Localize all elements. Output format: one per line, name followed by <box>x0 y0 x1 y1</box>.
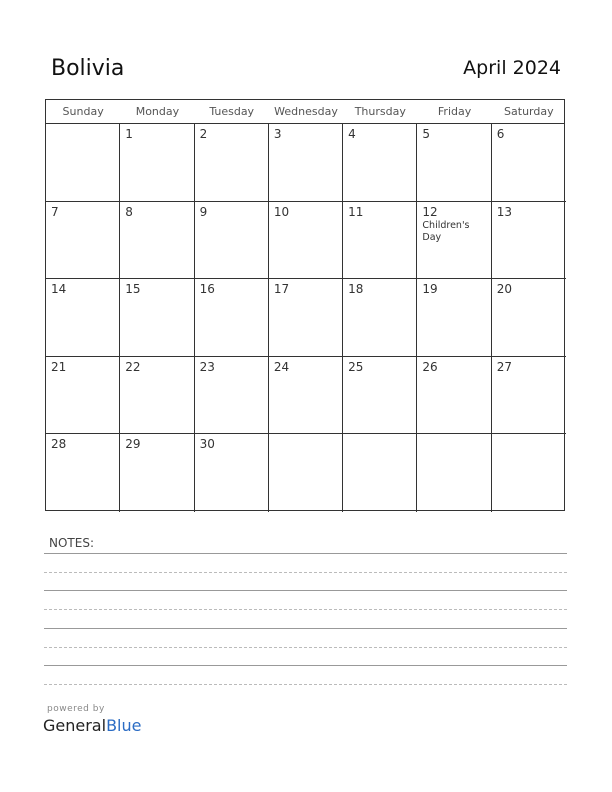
day-number: 6 <box>496 127 505 141</box>
day-number: 17 <box>273 282 290 297</box>
day-number: 11 <box>348 204 364 219</box>
day-number: 30 <box>199 437 215 452</box>
day-cell <box>343 279 417 357</box>
day-number: 12 <box>422 204 438 219</box>
day-number: 25 <box>348 359 364 374</box>
day-number: 3 <box>273 127 282 141</box>
calendar-grid <box>45 99 565 511</box>
day-cell <box>195 202 269 280</box>
day-number: 5 <box>422 127 431 141</box>
day-cell <box>46 357 120 435</box>
day-cell <box>343 434 417 512</box>
day-cell <box>195 124 269 202</box>
day-number: 13 <box>496 204 512 219</box>
day-cell <box>343 124 417 202</box>
day-number: 9 <box>199 204 208 219</box>
notes-line <box>44 665 567 666</box>
day-cell <box>269 202 343 280</box>
day-number: 10 <box>273 204 290 219</box>
day-cell <box>417 124 491 202</box>
notes-line <box>44 684 567 685</box>
weekday-sunday: Sunday <box>62 105 104 118</box>
day-cell <box>46 279 120 357</box>
day-cell <box>269 279 343 357</box>
day-cell <box>269 434 343 512</box>
holiday-label: Children's Day <box>422 219 470 243</box>
day-number: 26 <box>422 359 438 374</box>
notes-line <box>44 628 567 629</box>
weekday-thursday: Thursday <box>354 105 406 118</box>
day-cell <box>492 202 566 280</box>
day-cell <box>46 124 120 202</box>
day-number: 7 <box>51 204 59 219</box>
day-number: 18 <box>348 282 364 297</box>
day-cell <box>195 357 269 435</box>
day-cell <box>492 124 566 202</box>
brand-blue: Blue <box>106 716 142 735</box>
weekday-header-row <box>46 100 564 124</box>
day-number: 28 <box>51 437 67 452</box>
day-number: 21 <box>51 359 67 374</box>
day-cell <box>269 357 343 435</box>
day-cell <box>120 279 194 357</box>
day-number: 22 <box>125 359 141 374</box>
generalblue-logo <box>43 716 141 735</box>
weekday-tuesday: Tuesday <box>209 105 255 118</box>
day-cell <box>417 357 491 435</box>
day-cell <box>120 357 194 435</box>
day-number: 4 <box>348 127 356 141</box>
day-number: 27 <box>496 359 512 374</box>
notes-line <box>44 572 567 573</box>
day-cell <box>417 279 491 357</box>
brand-general: General <box>43 716 107 735</box>
notes-line <box>44 553 567 554</box>
day-number: 14 <box>51 282 67 297</box>
day-cell <box>46 202 120 280</box>
day-number: 24 <box>273 359 290 374</box>
month-year-title: April 2024 <box>463 57 561 79</box>
day-cell <box>195 434 269 512</box>
day-number: 1 <box>125 127 133 141</box>
day-number: 20 <box>496 282 512 297</box>
notes-line <box>44 590 567 591</box>
weekday-wednesday: Wednesday <box>274 105 338 118</box>
day-number: 8 <box>125 204 133 219</box>
weekday-saturday: Saturday <box>504 105 554 118</box>
powered-by-text: powered by <box>47 704 105 714</box>
day-cell <box>120 434 194 512</box>
day-cell <box>120 124 194 202</box>
day-cell <box>417 434 491 512</box>
day-number: 15 <box>125 282 141 297</box>
day-cell <box>269 124 343 202</box>
day-number: 16 <box>199 282 215 297</box>
day-cell <box>492 279 566 357</box>
day-cell <box>343 357 417 435</box>
day-cell <box>417 202 491 280</box>
day-number: 2 <box>199 127 208 141</box>
day-number: 23 <box>199 359 215 374</box>
day-number: 19 <box>422 282 438 297</box>
day-cell <box>492 357 566 435</box>
weekday-monday: Monday <box>135 105 180 118</box>
notes-line <box>44 609 567 610</box>
day-number: 29 <box>125 437 141 452</box>
day-cell <box>343 202 417 280</box>
day-cell <box>492 434 566 512</box>
country-title: Bolivia <box>51 56 125 81</box>
notes-line <box>44 647 567 648</box>
day-cell <box>120 202 194 280</box>
day-cell <box>46 434 120 512</box>
weekday-friday: Friday <box>437 105 472 118</box>
day-cell <box>195 279 269 357</box>
notes-label: NOTES: <box>49 536 94 550</box>
